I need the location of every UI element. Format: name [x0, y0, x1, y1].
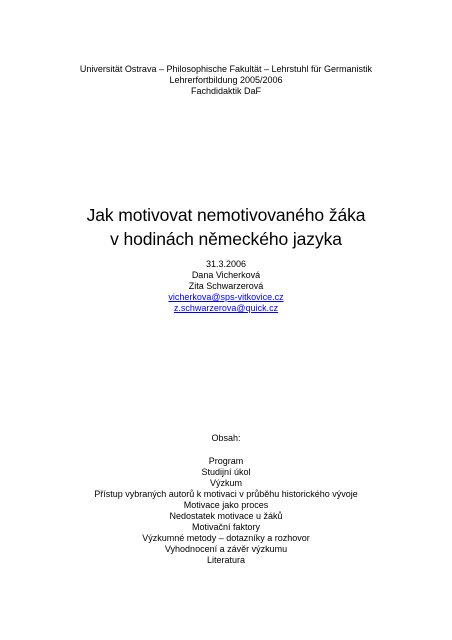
- contents-item: Nedostatek motivace u žáků: [169, 511, 283, 521]
- author-name-2: Zita Schwarzerová: [188, 281, 264, 291]
- institution-header: [0, 64, 452, 97]
- contents-item: Motivační faktory: [191, 522, 261, 532]
- author-block: [0, 259, 452, 314]
- contents-item: Výzkum: [209, 478, 242, 488]
- contents-item: Přístup vybraných autorů k motivaci v průběhu historického vývoje: [94, 489, 358, 499]
- header-line-subject: Fachdidaktik DaF: [190, 86, 262, 96]
- contents-item: Motivace jako proces: [183, 500, 269, 510]
- title-line-2: v hodinách německého jazyka: [110, 229, 342, 249]
- document-title: [0, 203, 452, 251]
- contents-item: Výzkumné metody – dotazníky a rozhovor: [142, 533, 310, 543]
- contents-item: Program: [208, 456, 244, 466]
- contents-item: Studijní úkol: [201, 467, 251, 477]
- header-line-institution: Universität Ostrava – Philosophische Fakultät – Lehrstuhl für Germanistik: [79, 64, 373, 74]
- contents-item: Vyhodnocení a závěr výzkumu: [164, 544, 288, 554]
- email-link-1[interactable]: vicherkova@sps-vitkovice.cz: [168, 292, 284, 302]
- title-line-1: Jak motivovat nemotivovaného žáka: [86, 205, 366, 225]
- contents-item: Literatura: [206, 555, 246, 565]
- document-date: 31.3.2006: [205, 259, 247, 269]
- contents-list: [0, 456, 452, 566]
- header-line-course: Lehrerfortbildung 2005/2006: [169, 75, 283, 85]
- author-name-1: Dana Vicherková: [191, 270, 261, 280]
- email-link-2[interactable]: z.schwarzerova@quick.cz: [173, 303, 279, 313]
- contents-heading: Obsah:: [211, 433, 241, 443]
